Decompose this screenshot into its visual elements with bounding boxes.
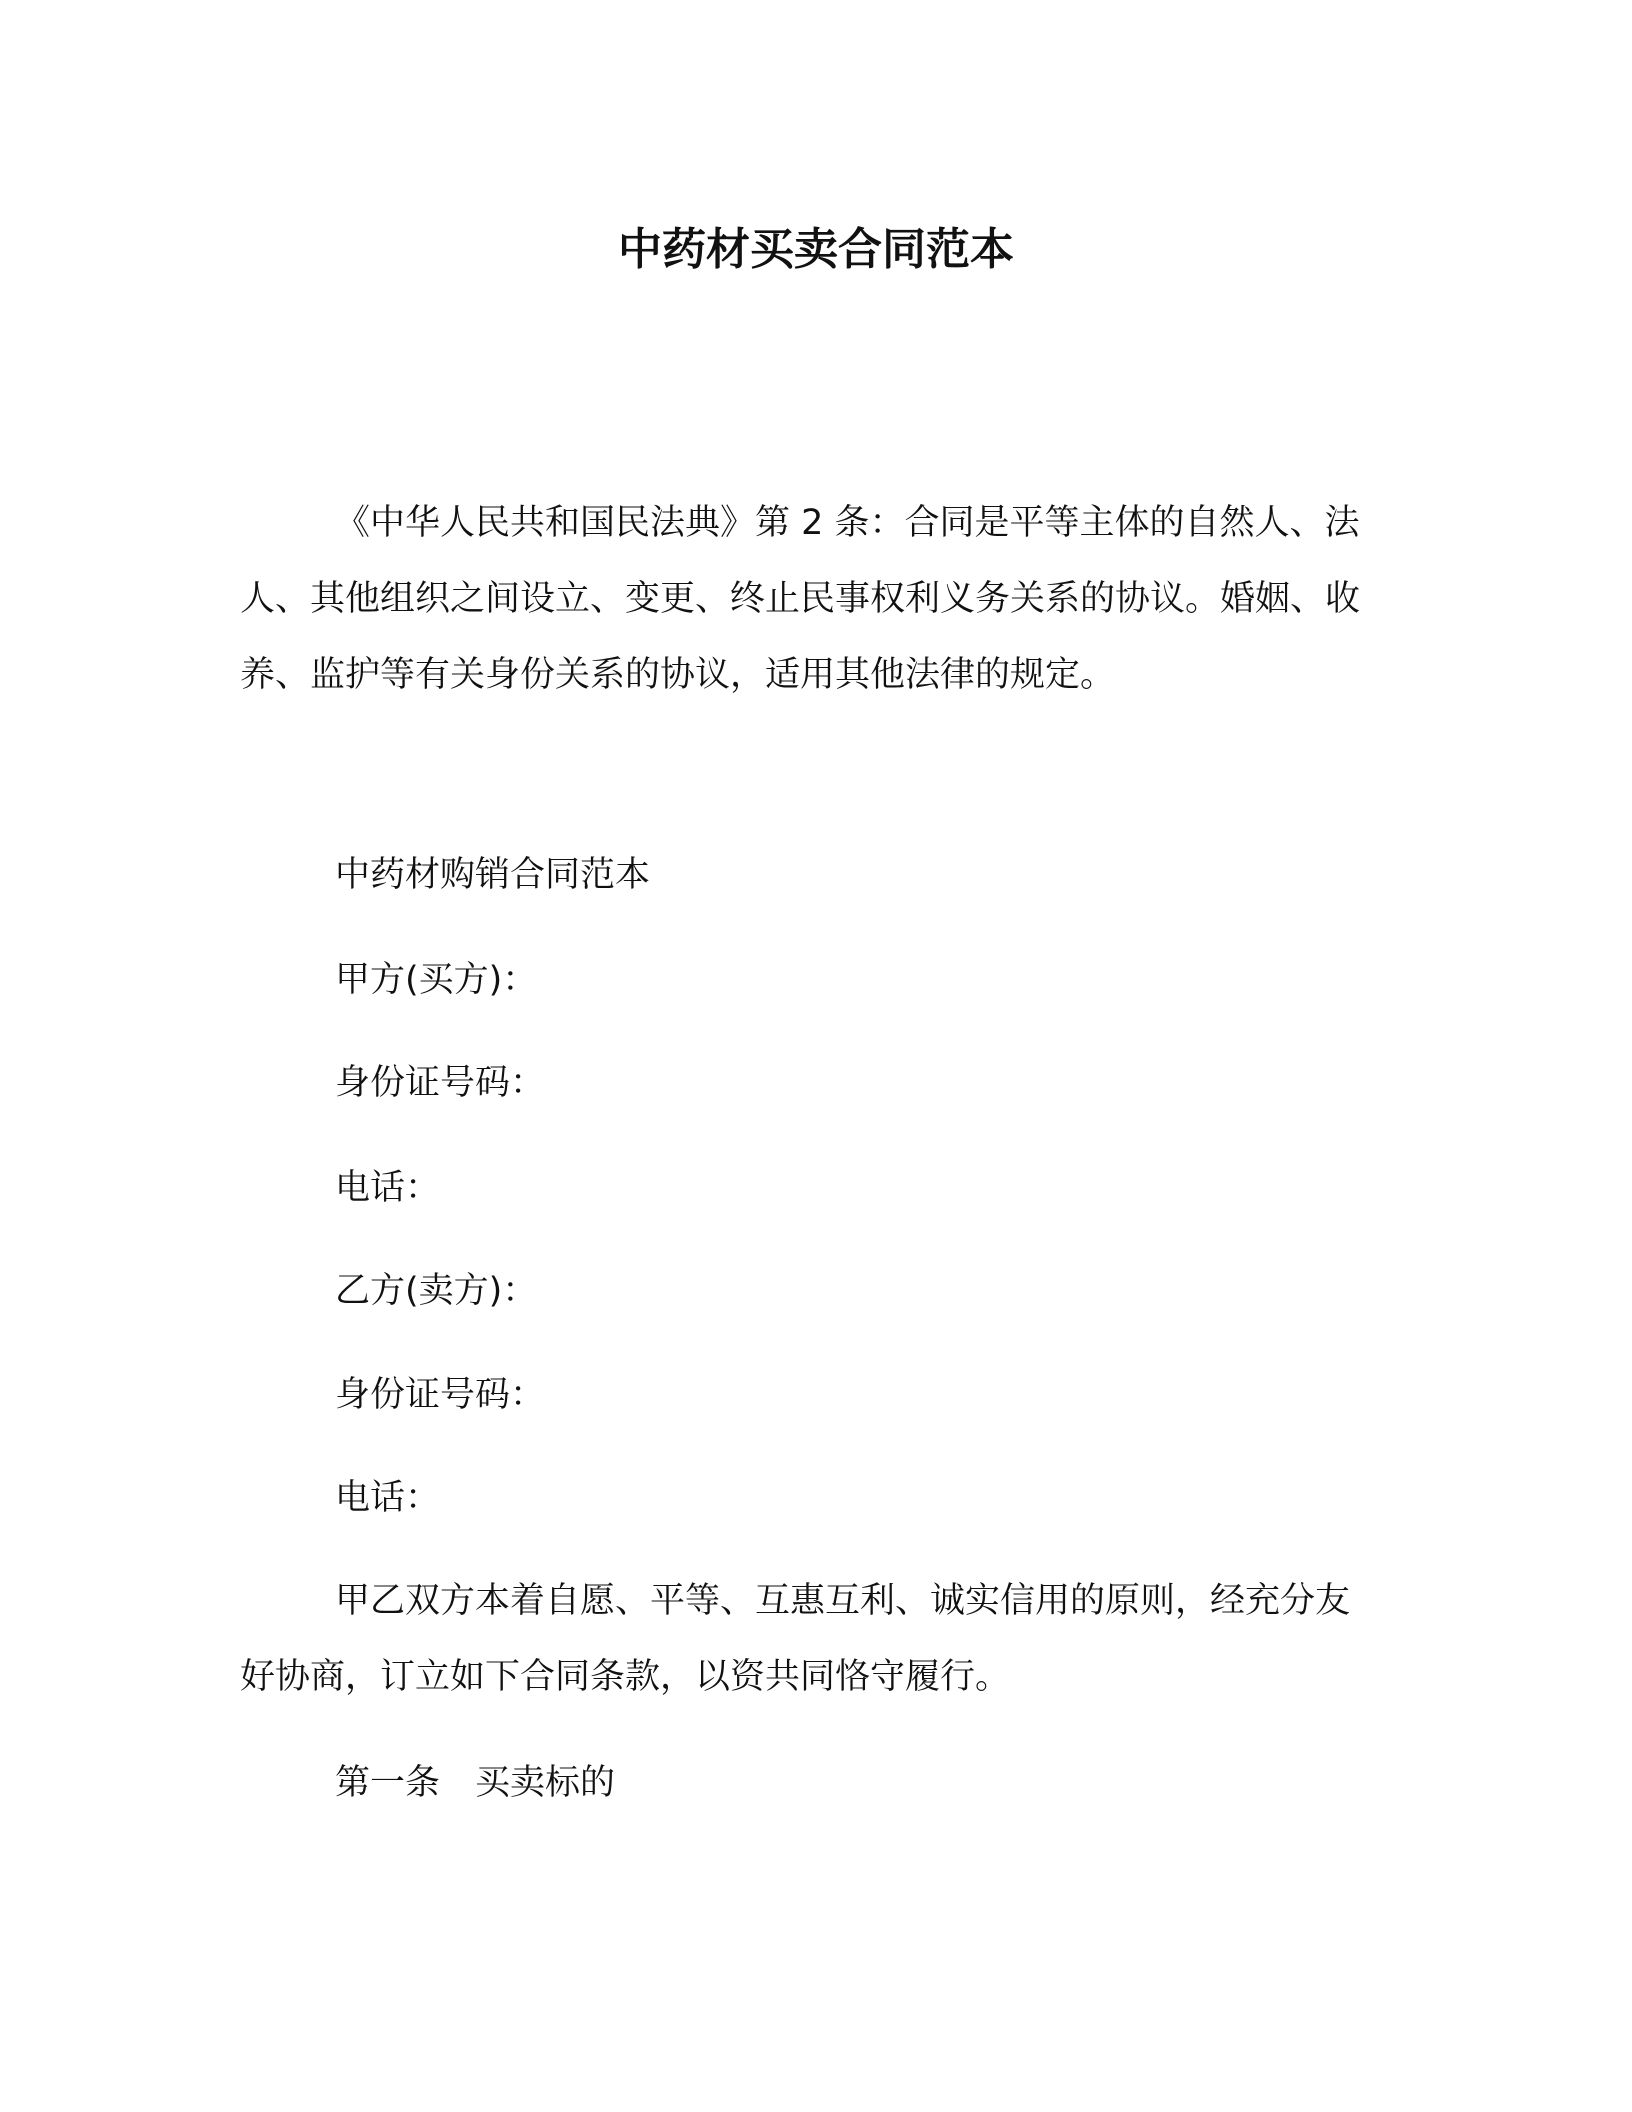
party-a-label: 甲方(买方)： xyxy=(335,960,538,1000)
intro-paragraph: 《中华人民共和国民法典》第 2 条：合同是平等主体的自然人、法人、其他组织之间设立、变更、终止民事权利义务关系的协议。婚姻、收养、监护等有关身份关系的协议，适用其他法律的规定。 xyxy=(240,503,1361,695)
party-b-id-label: 身份证号码： xyxy=(335,1375,546,1415)
contract-subtitle: 中药材购销合同范本 xyxy=(335,855,651,895)
party-a-id-label: 身份证号码： xyxy=(335,1063,546,1103)
party-b-label: 乙方(卖方)： xyxy=(335,1271,538,1311)
party-b-phone-label: 电话： xyxy=(335,1478,441,1518)
party-a-phone-label: 电话： xyxy=(335,1168,441,1208)
article-1-heading: 第一条 买卖标的 xyxy=(335,1763,616,1803)
preamble-paragraph: 甲乙双方本着自愿、平等、互惠互利、诚实信用的原则，经充分友好协商，订立如下合同条款，以资共同恪守履行。 xyxy=(240,1581,1351,1697)
document-title: 中药材买卖合同范本 xyxy=(618,224,1014,275)
